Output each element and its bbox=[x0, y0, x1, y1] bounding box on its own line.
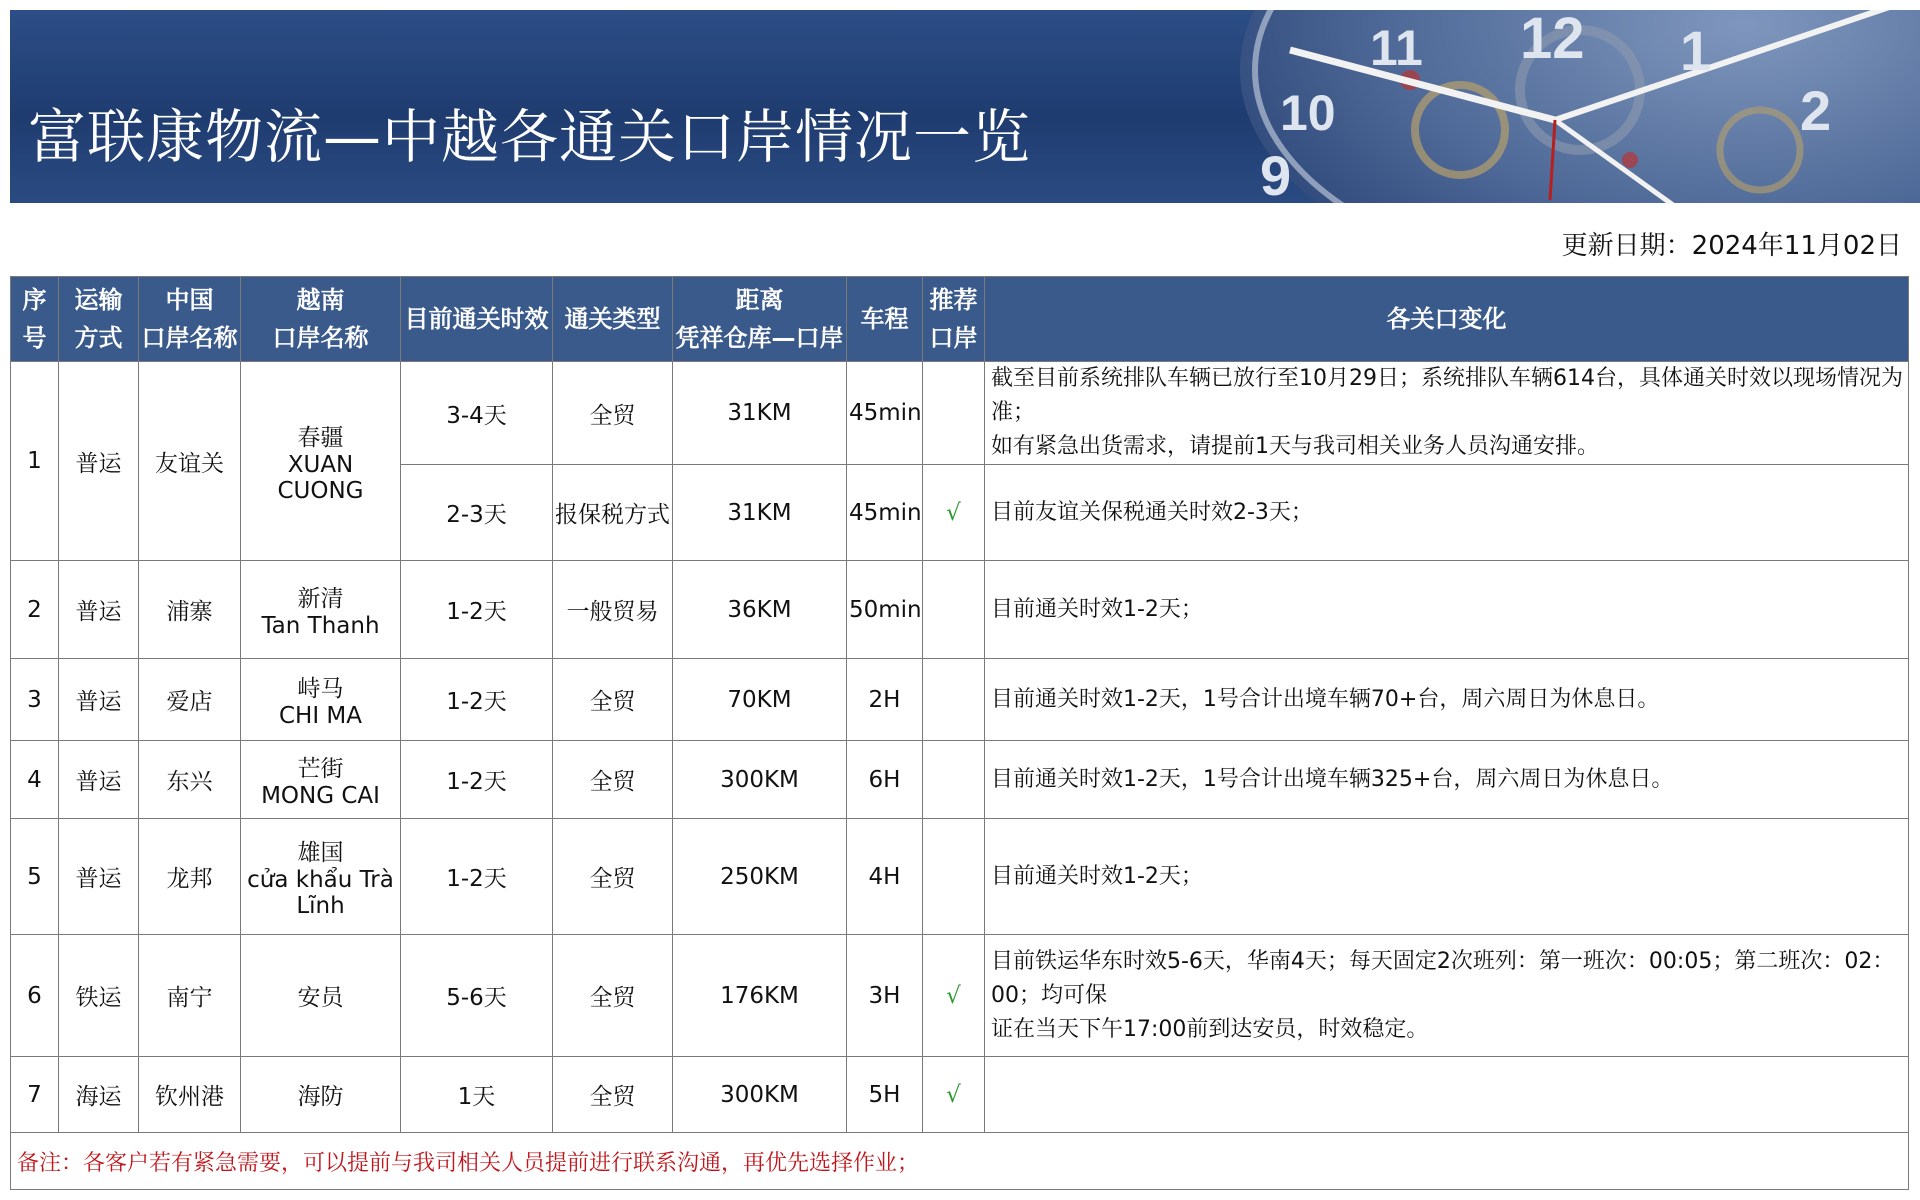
cell-time: 1-2天 bbox=[401, 561, 553, 659]
table-row bbox=[11, 659, 1909, 741]
cell-drive: 45min bbox=[847, 362, 923, 465]
cell-changes: 目前通关时效1-2天； bbox=[985, 561, 1909, 659]
cell-distance: 300KM bbox=[673, 1057, 847, 1133]
recommend-check-icon: √ bbox=[923, 465, 985, 561]
cell-recommend bbox=[923, 741, 985, 819]
clock-numeral: 9 bbox=[1260, 144, 1292, 203]
cell-recommend bbox=[923, 561, 985, 659]
table-row bbox=[11, 819, 1909, 935]
cell-type: 全贸 bbox=[553, 935, 673, 1057]
update-date bbox=[1562, 225, 1902, 262]
col-cn-port: 中国 口岸名称 bbox=[139, 277, 241, 362]
table-header-row bbox=[11, 277, 1909, 362]
port-status-table bbox=[10, 276, 1909, 1190]
cell-cn-port: 爱店 bbox=[139, 659, 241, 741]
cell-time: 3-4天 bbox=[401, 362, 553, 465]
cell-cn-port: 友谊关 bbox=[139, 362, 241, 561]
table-row bbox=[11, 362, 1909, 465]
recommend-check-icon: √ bbox=[923, 935, 985, 1057]
col-seq: 序 号 bbox=[11, 277, 59, 362]
cell-transport: 普运 bbox=[59, 561, 139, 659]
cell-changes bbox=[985, 1057, 1909, 1133]
cell-vn-port: 雄国 cửa khẩu Trà Lĩnh bbox=[241, 819, 401, 935]
cell-seq: 4 bbox=[11, 741, 59, 819]
cell-time: 2-3天 bbox=[401, 465, 553, 561]
table-row bbox=[11, 561, 1909, 659]
cell-recommend bbox=[923, 819, 985, 935]
cell-type: 全贸 bbox=[553, 741, 673, 819]
remark-text: 备注：各客户若有紧急需要，可以提前与我司相关人员提前进行联系沟通，再优先选择作业； bbox=[11, 1133, 1909, 1190]
remark-row bbox=[11, 1133, 1909, 1190]
cell-transport: 海运 bbox=[59, 1057, 139, 1133]
cell-distance: 176KM bbox=[673, 935, 847, 1057]
cell-time: 5-6天 bbox=[401, 935, 553, 1057]
cell-seq: 6 bbox=[11, 935, 59, 1057]
table-row bbox=[11, 1057, 1909, 1133]
cell-vn-port: 安员 bbox=[241, 935, 401, 1057]
cell-transport: 普运 bbox=[59, 362, 139, 561]
clock-numeral: 12 bbox=[1520, 10, 1585, 71]
cell-seq: 3 bbox=[11, 659, 59, 741]
cell-drive: 6H bbox=[847, 741, 923, 819]
cell-time: 1-2天 bbox=[401, 659, 553, 741]
col-recommend: 推荐 口岸 bbox=[923, 277, 985, 362]
cell-seq: 2 bbox=[11, 561, 59, 659]
clock-numeral: 2 bbox=[1800, 79, 1832, 142]
col-drive: 车程 bbox=[847, 277, 923, 362]
cell-vn-port: 峙马 CHI MA bbox=[241, 659, 401, 741]
cell-distance: 36KM bbox=[673, 561, 847, 659]
cell-cn-port: 东兴 bbox=[139, 741, 241, 819]
col-type: 通关类型 bbox=[553, 277, 673, 362]
cell-recommend bbox=[923, 659, 985, 741]
cell-transport: 普运 bbox=[59, 659, 139, 741]
cell-cn-port: 南宁 bbox=[139, 935, 241, 1057]
col-vn-port: 越南 口岸名称 bbox=[241, 277, 401, 362]
col-time: 目前通关时效 bbox=[401, 277, 553, 362]
cell-changes: 目前友谊关保税通关时效2-3天； bbox=[985, 465, 1909, 561]
header-banner bbox=[10, 10, 1920, 203]
cell-drive: 5H bbox=[847, 1057, 923, 1133]
cell-changes: 目前通关时效1-2天，1号合计出境车辆70+台，周六周日为休息日。 bbox=[985, 659, 1909, 741]
update-date-value: 2024年11月02日 bbox=[1691, 231, 1902, 261]
cell-drive: 2H bbox=[847, 659, 923, 741]
cell-seq: 5 bbox=[11, 819, 59, 935]
clock-decoration-icon bbox=[1160, 10, 1920, 203]
page-title: 富联康物流—中越各通关口岸情况一览 bbox=[28, 103, 1032, 171]
cell-type: 全贸 bbox=[553, 819, 673, 935]
cell-transport: 铁运 bbox=[59, 935, 139, 1057]
col-transport: 运输 方式 bbox=[59, 277, 139, 362]
cell-cn-port: 浦寨 bbox=[139, 561, 241, 659]
cell-vn-port: 新清 Tan Thanh bbox=[241, 561, 401, 659]
cell-changes: 目前通关时效1-2天，1号合计出境车辆325+台，周六周日为休息日。 bbox=[985, 741, 1909, 819]
cell-time: 1-2天 bbox=[401, 741, 553, 819]
cell-drive: 4H bbox=[847, 819, 923, 935]
cell-type: 全贸 bbox=[553, 1057, 673, 1133]
cell-drive: 45min bbox=[847, 465, 923, 561]
update-date-label: 更新日期： bbox=[1561, 231, 1692, 261]
cell-seq: 7 bbox=[11, 1057, 59, 1133]
cell-changes: 目前通关时效1-2天； bbox=[985, 819, 1909, 935]
clock-numeral: 10 bbox=[1280, 85, 1336, 141]
cell-changes: 目前铁运华东时效5-6天，华南4天；每天固定2次班列：第一班次：00:05；第二班次：02：00；均可保 证在当天下午17:00前到达安员，时效稳定。 bbox=[985, 935, 1909, 1057]
cell-vn-port: 芒街 MONG CAI bbox=[241, 741, 401, 819]
cell-type: 报保税方式 bbox=[553, 465, 673, 561]
cell-vn-port: 海防 bbox=[241, 1057, 401, 1133]
recommend-check-icon: √ bbox=[923, 1057, 985, 1133]
cell-distance: 31KM bbox=[673, 465, 847, 561]
cell-type: 全贸 bbox=[553, 362, 673, 465]
col-changes: 各关口变化 bbox=[985, 277, 1909, 362]
cell-distance: 31KM bbox=[673, 362, 847, 465]
clock-numeral: 1 bbox=[1680, 19, 1712, 82]
cell-type: 全贸 bbox=[553, 659, 673, 741]
table-row bbox=[11, 935, 1909, 1057]
col-distance: 距离 凭祥仓库—口岸 bbox=[673, 277, 847, 362]
cell-type: 一般贸易 bbox=[553, 561, 673, 659]
cell-distance: 300KM bbox=[673, 741, 847, 819]
cell-distance: 70KM bbox=[673, 659, 847, 741]
cell-time: 1-2天 bbox=[401, 819, 553, 935]
cell-vn-port: 春疆 XUAN CUONG bbox=[241, 362, 401, 561]
cell-seq: 1 bbox=[11, 362, 59, 561]
cell-drive: 3H bbox=[847, 935, 923, 1057]
cell-cn-port: 龙邦 bbox=[139, 819, 241, 935]
cell-recommend bbox=[923, 362, 985, 465]
cell-time: 1天 bbox=[401, 1057, 553, 1133]
table-row bbox=[11, 741, 1909, 819]
cell-distance: 250KM bbox=[673, 819, 847, 935]
cell-transport: 普运 bbox=[59, 741, 139, 819]
cell-changes: 截至目前系统排队车辆已放行至10月29日；系统排队车辆614台，具体通关时效以现场情况为准； 如有紧急出货需求，请提前1天与我司相关业务人员沟通安排。 bbox=[985, 362, 1909, 465]
cell-drive: 50min bbox=[847, 561, 923, 659]
cell-transport: 普运 bbox=[59, 819, 139, 935]
clock-numeral: 11 bbox=[1370, 20, 1423, 76]
cell-cn-port: 钦州港 bbox=[139, 1057, 241, 1133]
